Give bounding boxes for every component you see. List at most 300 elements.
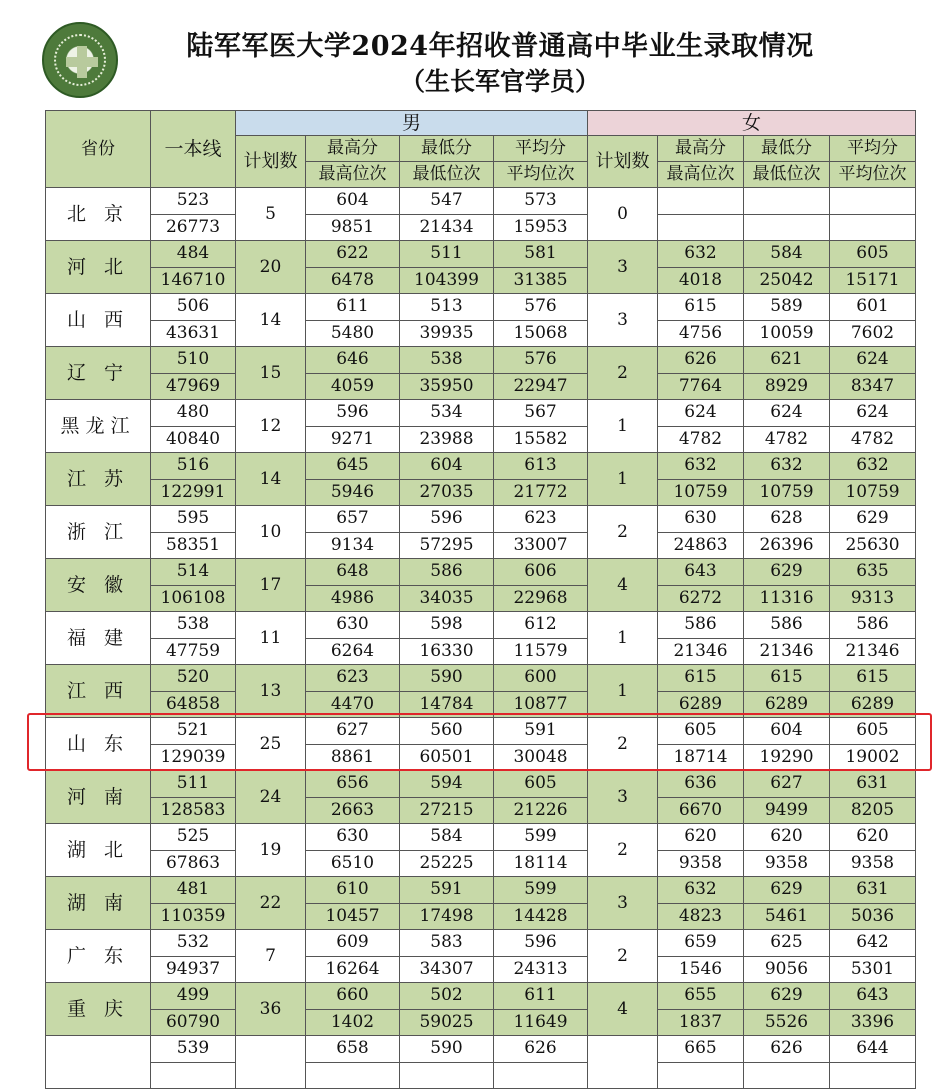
header-male-max: 最高分 <box>306 136 400 162</box>
table-row-rank <box>46 214 916 241</box>
table-row-rank <box>46 320 916 347</box>
header-female-max-rank: 最高位次 <box>658 162 744 188</box>
female-max-score: 632 <box>658 877 744 904</box>
male-min-score: 547 <box>400 188 494 215</box>
male-avg-score: 605 <box>494 771 588 798</box>
male-max-rank: 4059 <box>306 373 400 400</box>
table-row <box>46 294 916 321</box>
male-max-rank: 8861 <box>306 744 400 771</box>
male-min-rank: 25225 <box>400 850 494 877</box>
male-min-score: 583 <box>400 930 494 957</box>
female-avg-rank <box>830 214 916 241</box>
first-line-rank: 43631 <box>151 320 236 347</box>
female-max-rank: 7764 <box>658 373 744 400</box>
female-plan-count: 1 <box>588 612 658 665</box>
first-line-rank: 94937 <box>151 956 236 983</box>
female-min-score <box>744 188 830 215</box>
first-line-rank: 106108 <box>151 585 236 612</box>
male-plan-count: 25 <box>236 718 306 771</box>
male-plan-count: 10 <box>236 506 306 559</box>
male-max-score: 611 <box>306 294 400 321</box>
table-row-rank <box>46 1062 916 1089</box>
province-cell: 河 北 <box>46 241 151 294</box>
female-plan-count: 2 <box>588 718 658 771</box>
male-max-score: 660 <box>306 983 400 1010</box>
first-line-score: 480 <box>151 400 236 427</box>
male-max-score: 645 <box>306 453 400 480</box>
female-min-rank: 10759 <box>744 479 830 506</box>
male-min-rank: 14784 <box>400 691 494 718</box>
table-row-rank <box>46 585 916 612</box>
male-avg-score: 611 <box>494 983 588 1010</box>
male-avg-score: 576 <box>494 294 588 321</box>
female-min-rank: 8929 <box>744 373 830 400</box>
male-avg-score: 613 <box>494 453 588 480</box>
table-row <box>46 877 916 904</box>
female-min-score: 627 <box>744 771 830 798</box>
female-max-score: 586 <box>658 612 744 639</box>
first-line-score: 532 <box>151 930 236 957</box>
first-line-rank: 40840 <box>151 426 236 453</box>
first-line-score: 511 <box>151 771 236 798</box>
first-line-rank <box>151 1062 236 1089</box>
first-line-rank: 58351 <box>151 532 236 559</box>
female-plan-count: 1 <box>588 453 658 506</box>
female-plan-count: 2 <box>588 347 658 400</box>
female-max-score: 626 <box>658 347 744 374</box>
female-avg-rank: 21346 <box>830 638 916 665</box>
table-row <box>46 612 916 639</box>
female-min-score: 586 <box>744 612 830 639</box>
female-min-score: 629 <box>744 559 830 586</box>
female-avg-rank: 5036 <box>830 903 916 930</box>
male-avg-score: 600 <box>494 665 588 692</box>
university-logo-icon <box>42 22 118 98</box>
male-avg-score: 573 <box>494 188 588 215</box>
female-max-score: 655 <box>658 983 744 1010</box>
female-min-score: 626 <box>744 1036 830 1063</box>
male-max-score: 658 <box>306 1036 400 1063</box>
first-line-score: 538 <box>151 612 236 639</box>
male-max-rank: 9851 <box>306 214 400 241</box>
female-min-rank: 9056 <box>744 956 830 983</box>
male-max-rank <box>306 1062 400 1089</box>
male-avg-score: 576 <box>494 347 588 374</box>
female-min-score: 628 <box>744 506 830 533</box>
table-row <box>46 400 916 427</box>
female-avg-score: 642 <box>830 930 916 957</box>
header-female-avg: 平均分 <box>830 136 916 162</box>
page-title: 陆军军医大学2024年招收普通高中毕业生录取情况 <box>186 31 814 62</box>
male-max-rank: 1402 <box>306 1009 400 1036</box>
province-cell: 安 徽 <box>46 559 151 612</box>
male-min-score: 596 <box>400 506 494 533</box>
table-row <box>46 241 916 268</box>
male-min-score: 560 <box>400 718 494 745</box>
male-avg-rank: 22968 <box>494 585 588 612</box>
male-avg-score: 599 <box>494 877 588 904</box>
male-avg-rank: 14428 <box>494 903 588 930</box>
header-male: 男 <box>236 111 588 136</box>
female-plan-count: 3 <box>588 771 658 824</box>
female-avg-score: 624 <box>830 400 916 427</box>
female-min-rank: 4782 <box>744 426 830 453</box>
first-line-rank: 64858 <box>151 691 236 718</box>
province-cell: 山 东 <box>46 718 151 771</box>
female-plan-count: 4 <box>588 559 658 612</box>
female-plan-count <box>588 1036 658 1089</box>
male-min-score: 591 <box>400 877 494 904</box>
female-avg-rank: 9358 <box>830 850 916 877</box>
female-min-rank: 6289 <box>744 691 830 718</box>
male-min-score: 584 <box>400 824 494 851</box>
female-plan-count: 2 <box>588 930 658 983</box>
female-plan-count: 2 <box>588 506 658 559</box>
female-avg-rank: 10759 <box>830 479 916 506</box>
female-avg-rank: 9313 <box>830 585 916 612</box>
male-min-rank: 104399 <box>400 267 494 294</box>
male-max-score: 630 <box>306 824 400 851</box>
female-avg-rank: 25630 <box>830 532 916 559</box>
table-row <box>46 665 916 692</box>
male-avg-rank: 22947 <box>494 373 588 400</box>
male-avg-rank: 33007 <box>494 532 588 559</box>
female-avg-score: 643 <box>830 983 916 1010</box>
male-avg-rank: 18114 <box>494 850 588 877</box>
table-row-rank <box>46 479 916 506</box>
first-line-rank: 47759 <box>151 638 236 665</box>
male-plan-count: 13 <box>236 665 306 718</box>
female-avg-score: 615 <box>830 665 916 692</box>
first-line-score: 539 <box>151 1036 236 1063</box>
male-avg-rank: 11649 <box>494 1009 588 1036</box>
first-line-score: 514 <box>151 559 236 586</box>
female-max-score: 615 <box>658 665 744 692</box>
female-min-rank: 26396 <box>744 532 830 559</box>
male-min-rank: 60501 <box>400 744 494 771</box>
female-max-rank: 4018 <box>658 267 744 294</box>
first-line-score: 521 <box>151 718 236 745</box>
female-min-rank: 11316 <box>744 585 830 612</box>
female-plan-count: 3 <box>588 877 658 930</box>
female-avg-score: 605 <box>830 241 916 268</box>
first-line-score: 506 <box>151 294 236 321</box>
header-male-avg: 平均分 <box>494 136 588 162</box>
female-avg-score: 586 <box>830 612 916 639</box>
female-min-score: 629 <box>744 877 830 904</box>
province-cell: 重 庆 <box>46 983 151 1036</box>
male-avg-score: 626 <box>494 1036 588 1063</box>
province-cell: 浙 江 <box>46 506 151 559</box>
male-avg-rank: 21772 <box>494 479 588 506</box>
female-max-score: 605 <box>658 718 744 745</box>
female-min-rank: 25042 <box>744 267 830 294</box>
male-max-rank: 6264 <box>306 638 400 665</box>
male-min-score: 604 <box>400 453 494 480</box>
male-plan-count: 20 <box>236 241 306 294</box>
male-plan-count: 15 <box>236 347 306 400</box>
female-max-rank <box>658 214 744 241</box>
province-cell: 广 东 <box>46 930 151 983</box>
header-male-max-rank: 最高位次 <box>306 162 400 188</box>
female-max-rank: 1837 <box>658 1009 744 1036</box>
male-plan-count: 11 <box>236 612 306 665</box>
male-avg-score: 567 <box>494 400 588 427</box>
female-avg-rank: 7602 <box>830 320 916 347</box>
first-line-rank: 60790 <box>151 1009 236 1036</box>
male-min-score: 513 <box>400 294 494 321</box>
male-min-rank: 57295 <box>400 532 494 559</box>
female-max-rank: 1546 <box>658 956 744 983</box>
province-cell: 北 京 <box>46 188 151 241</box>
male-max-rank: 10457 <box>306 903 400 930</box>
male-avg-rank: 10877 <box>494 691 588 718</box>
table-row-rank <box>46 797 916 824</box>
male-max-score: 648 <box>306 559 400 586</box>
female-plan-count: 1 <box>588 400 658 453</box>
male-max-score: 609 <box>306 930 400 957</box>
male-min-rank: 17498 <box>400 903 494 930</box>
male-avg-score: 596 <box>494 930 588 957</box>
female-max-rank: 24863 <box>658 532 744 559</box>
male-min-rank: 34035 <box>400 585 494 612</box>
male-max-score: 604 <box>306 188 400 215</box>
female-max-score: 659 <box>658 930 744 957</box>
female-max-score <box>658 188 744 215</box>
female-plan-count: 0 <box>588 188 658 241</box>
male-max-score: 657 <box>306 506 400 533</box>
female-max-rank: 6670 <box>658 797 744 824</box>
male-min-rank: 34307 <box>400 956 494 983</box>
male-max-score: 622 <box>306 241 400 268</box>
table-row <box>46 559 916 586</box>
female-avg-rank: 4782 <box>830 426 916 453</box>
male-avg-score: 581 <box>494 241 588 268</box>
table-row <box>46 983 916 1010</box>
male-min-rank: 35950 <box>400 373 494 400</box>
female-max-rank: 6289 <box>658 691 744 718</box>
province-cell: 湖 南 <box>46 877 151 930</box>
province-cell: 湖 北 <box>46 824 151 877</box>
female-min-score: 620 <box>744 824 830 851</box>
male-min-score: 594 <box>400 771 494 798</box>
male-plan-count: 17 <box>236 559 306 612</box>
female-avg-score <box>830 188 916 215</box>
female-avg-rank: 19002 <box>830 744 916 771</box>
table-row <box>46 347 916 374</box>
male-plan-count <box>236 1036 306 1089</box>
male-plan-count: 12 <box>236 400 306 453</box>
female-min-score: 615 <box>744 665 830 692</box>
female-max-rank: 4823 <box>658 903 744 930</box>
male-plan-count: 36 <box>236 983 306 1036</box>
header-first-line: 一本线 <box>151 111 236 188</box>
female-max-rank: 4756 <box>658 320 744 347</box>
province-cell: 江 西 <box>46 665 151 718</box>
male-min-rank: 39935 <box>400 320 494 347</box>
female-max-score: 632 <box>658 453 744 480</box>
first-line-score: 520 <box>151 665 236 692</box>
header-male-min: 最低分 <box>400 136 494 162</box>
female-max-rank: 21346 <box>658 638 744 665</box>
male-min-rank: 27035 <box>400 479 494 506</box>
first-line-score: 595 <box>151 506 236 533</box>
female-max-score: 624 <box>658 400 744 427</box>
female-max-rank: 4782 <box>658 426 744 453</box>
female-plan-count: 1 <box>588 665 658 718</box>
male-min-score: 538 <box>400 347 494 374</box>
male-max-rank: 9134 <box>306 532 400 559</box>
table-row-rank <box>46 373 916 400</box>
female-avg-score: 629 <box>830 506 916 533</box>
male-avg-rank: 31385 <box>494 267 588 294</box>
female-avg-rank <box>830 1062 916 1089</box>
header-female-min-rank: 最低位次 <box>744 162 830 188</box>
female-avg-score: 635 <box>830 559 916 586</box>
female-plan-count: 3 <box>588 294 658 347</box>
table-row <box>46 930 916 957</box>
male-plan-count: 24 <box>236 771 306 824</box>
table-row <box>46 188 916 215</box>
female-avg-score: 601 <box>830 294 916 321</box>
male-avg-score: 591 <box>494 718 588 745</box>
male-min-rank: 23988 <box>400 426 494 453</box>
female-max-rank <box>658 1062 744 1089</box>
female-avg-rank: 5301 <box>830 956 916 983</box>
male-max-rank: 5946 <box>306 479 400 506</box>
female-avg-score: 605 <box>830 718 916 745</box>
female-max-rank: 10759 <box>658 479 744 506</box>
table-row-rank <box>46 956 916 983</box>
male-min-score: 590 <box>400 1036 494 1063</box>
table-row-rank <box>46 532 916 559</box>
female-min-rank: 10059 <box>744 320 830 347</box>
female-avg-rank: 8347 <box>830 373 916 400</box>
female-max-score: 665 <box>658 1036 744 1063</box>
table-row <box>46 506 916 533</box>
male-plan-count: 14 <box>236 453 306 506</box>
female-min-rank <box>744 1062 830 1089</box>
male-plan-count: 22 <box>236 877 306 930</box>
male-max-score: 596 <box>306 400 400 427</box>
first-line-score: 516 <box>151 453 236 480</box>
province-cell: 福 建 <box>46 612 151 665</box>
male-max-score: 656 <box>306 771 400 798</box>
male-min-score: 511 <box>400 241 494 268</box>
first-line-score: 499 <box>151 983 236 1010</box>
female-avg-score: 631 <box>830 771 916 798</box>
female-min-score: 604 <box>744 718 830 745</box>
shandong-highlight-box <box>27 713 932 771</box>
female-max-score: 636 <box>658 771 744 798</box>
province-cell <box>46 1036 151 1089</box>
male-max-rank: 4470 <box>306 691 400 718</box>
admission-table <box>45 110 916 1089</box>
province-cell: 山 西 <box>46 294 151 347</box>
header-female-avg-rank: 平均位次 <box>830 162 916 188</box>
male-max-rank: 6478 <box>306 267 400 294</box>
male-avg-rank: 24313 <box>494 956 588 983</box>
male-plan-count: 7 <box>236 930 306 983</box>
male-avg-score: 612 <box>494 612 588 639</box>
male-min-rank: 59025 <box>400 1009 494 1036</box>
first-line-rank: 67863 <box>151 850 236 877</box>
female-max-rank: 9358 <box>658 850 744 877</box>
male-max-rank: 16264 <box>306 956 400 983</box>
header-female: 女 <box>588 111 916 136</box>
female-avg-rank: 6289 <box>830 691 916 718</box>
female-min-rank: 21346 <box>744 638 830 665</box>
male-min-score: 586 <box>400 559 494 586</box>
header-female-min: 最低分 <box>744 136 830 162</box>
table-row-rank <box>46 267 916 294</box>
first-line-rank: 110359 <box>151 903 236 930</box>
header-male-plan: 计划数 <box>236 136 306 188</box>
table-row-rank <box>46 426 916 453</box>
first-line-score: 510 <box>151 347 236 374</box>
male-avg-rank: 15582 <box>494 426 588 453</box>
female-min-score: 584 <box>744 241 830 268</box>
female-min-score: 589 <box>744 294 830 321</box>
male-max-rank: 6510 <box>306 850 400 877</box>
first-line-rank: 146710 <box>151 267 236 294</box>
male-max-rank: 4986 <box>306 585 400 612</box>
male-max-score: 610 <box>306 877 400 904</box>
male-min-score: 502 <box>400 983 494 1010</box>
female-avg-rank: 15171 <box>830 267 916 294</box>
male-max-rank: 2663 <box>306 797 400 824</box>
female-avg-score: 632 <box>830 453 916 480</box>
male-plan-count: 5 <box>236 188 306 241</box>
female-plan-count: 3 <box>588 241 658 294</box>
female-max-score: 632 <box>658 241 744 268</box>
province-cell: 河 南 <box>46 771 151 824</box>
male-avg-rank: 11579 <box>494 638 588 665</box>
first-line-score: 525 <box>151 824 236 851</box>
female-plan-count: 2 <box>588 824 658 877</box>
header-male-avg-rank: 平均位次 <box>494 162 588 188</box>
male-max-score: 627 <box>306 718 400 745</box>
male-min-score: 598 <box>400 612 494 639</box>
female-avg-score: 644 <box>830 1036 916 1063</box>
female-min-score: 629 <box>744 983 830 1010</box>
female-avg-score: 631 <box>830 877 916 904</box>
male-avg-score: 606 <box>494 559 588 586</box>
table-row-rank <box>46 850 916 877</box>
table-row-rank <box>46 903 916 930</box>
female-min-score: 625 <box>744 930 830 957</box>
female-avg-rank: 3396 <box>830 1009 916 1036</box>
female-max-score: 615 <box>658 294 744 321</box>
female-min-rank <box>744 214 830 241</box>
province-cell: 江 苏 <box>46 453 151 506</box>
male-min-score: 534 <box>400 400 494 427</box>
female-min-score: 621 <box>744 347 830 374</box>
male-min-score: 590 <box>400 665 494 692</box>
male-max-rank: 9271 <box>306 426 400 453</box>
female-max-rank: 6272 <box>658 585 744 612</box>
female-min-rank: 19290 <box>744 744 830 771</box>
male-max-score: 623 <box>306 665 400 692</box>
table-row <box>46 771 916 798</box>
male-avg-rank <box>494 1062 588 1089</box>
female-max-rank: 18714 <box>658 744 744 771</box>
first-line-rank: 47969 <box>151 373 236 400</box>
female-min-rank: 9499 <box>744 797 830 824</box>
male-plan-count: 19 <box>236 824 306 877</box>
male-avg-rank: 30048 <box>494 744 588 771</box>
first-line-rank: 26773 <box>151 214 236 241</box>
